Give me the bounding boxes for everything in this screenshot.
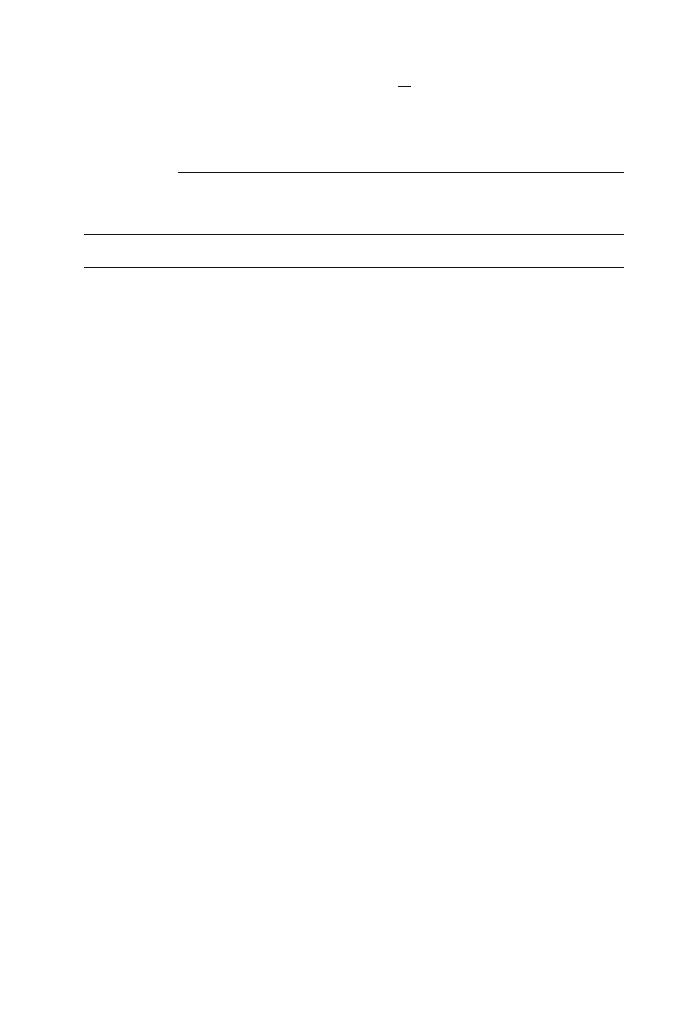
issued-to-line (178, 172, 624, 173)
certificate-number-line (398, 86, 411, 87)
issued-to-line-2 (84, 234, 624, 235)
issued-to-line-3 (84, 267, 624, 268)
